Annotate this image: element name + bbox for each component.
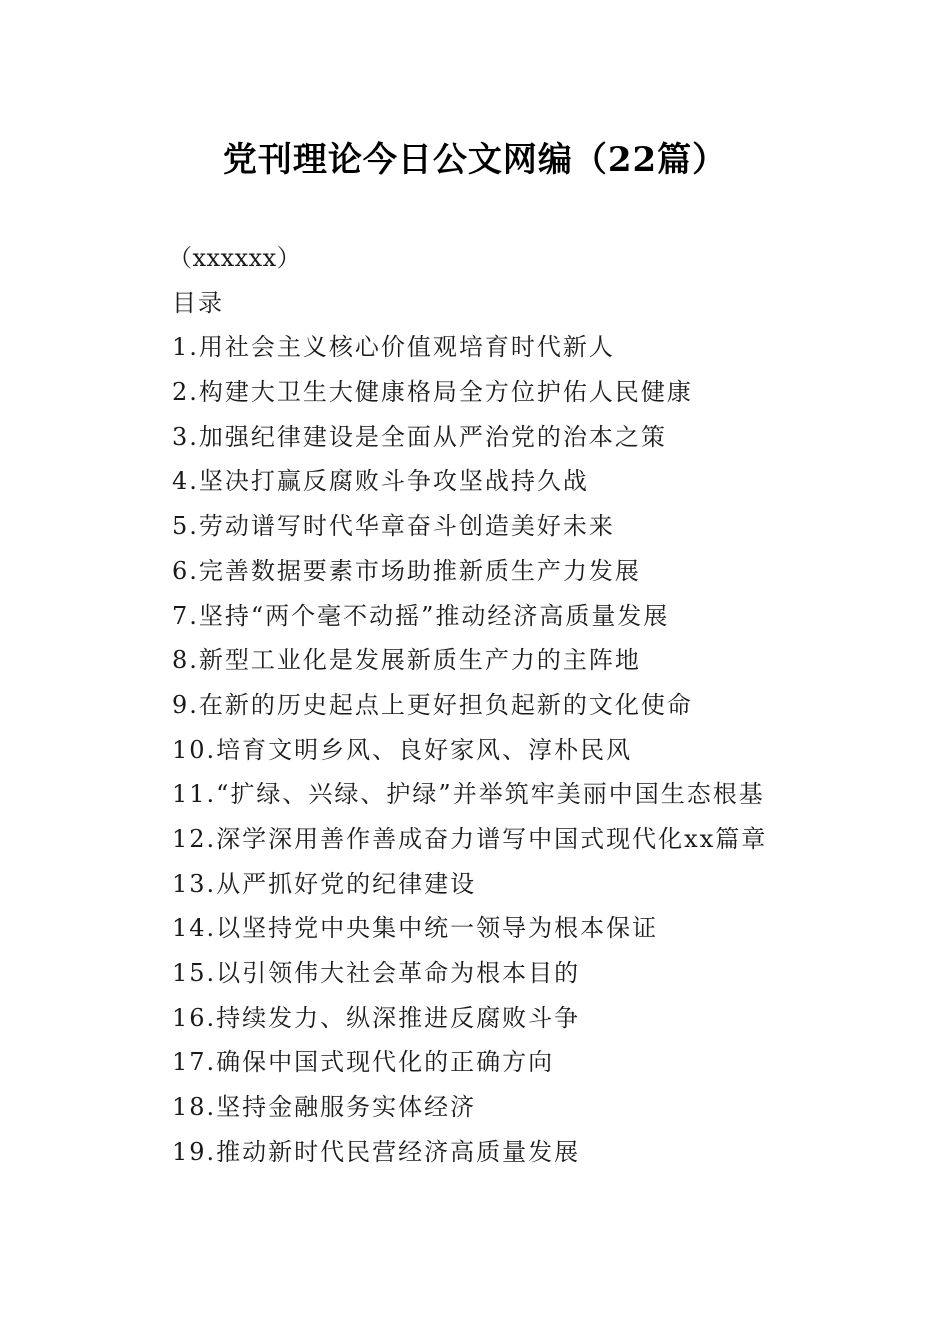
toc-item: 16.持续发力、纵深推进反腐败斗争 bbox=[172, 1003, 581, 1032]
toc-item: 15.以引领伟大社会革命为根本目的 bbox=[172, 959, 581, 987]
toc-item: 19.推动新时代民营经济高质量发展 bbox=[172, 1137, 581, 1166]
toc-item: 7.坚持“两个毫不动摇”推动经济高质量发展 bbox=[172, 601, 670, 630]
document-title: 党刊理论今日公文网编（22篇） bbox=[222, 140, 728, 180]
toc-item: 18.坚持金融服务实体经济 bbox=[172, 1093, 477, 1122]
toc-item: 14.以坚持党中央集中统一领导为根本保证 bbox=[172, 914, 659, 943]
toc-item: 4.坚决打赢反腐败斗争攻坚战持久战 bbox=[172, 467, 589, 496]
toc-list bbox=[172, 325, 872, 1174]
author-line: （xxxxxx） bbox=[168, 244, 302, 272]
toc-item: 5.劳动谱写时代华章奋斗创造美好未来 bbox=[172, 512, 615, 541]
toc-item: 10.培育文明乡风、良好家风、淳朴民风 bbox=[172, 735, 633, 764]
toc-item: 2.构建大卫生大健康格局全方位护佑人民健康 bbox=[172, 378, 693, 407]
toc-item: 3.加强纪律建设是全面从严治党的治本之策 bbox=[172, 422, 667, 451]
toc-item: 13.从严抓好党的纪律建设 bbox=[172, 869, 477, 898]
toc-item: 1.用社会主义核心价值观培育时代新人 bbox=[172, 333, 615, 362]
toc-item: 9.在新的历史起点上更好担负起新的文化使命 bbox=[172, 690, 693, 719]
document-body bbox=[168, 236, 872, 1174]
toc-item: 12.深学深用善作善成奋力谱写中国式现代化xx篇章 bbox=[172, 824, 768, 853]
toc-heading: 目录 bbox=[172, 288, 224, 317]
toc-item: 17.确保中国式现代化的正确方向 bbox=[172, 1048, 555, 1077]
toc-item: 6.完善数据要素市场助推新质生产力发展 bbox=[172, 556, 641, 585]
toc-item: 8.新型工业化是发展新质生产力的主阵地 bbox=[172, 646, 641, 675]
toc-item: 11.“扩绿、兴绿、护绿”并举筑牢美丽中国生态根基 bbox=[172, 780, 765, 809]
